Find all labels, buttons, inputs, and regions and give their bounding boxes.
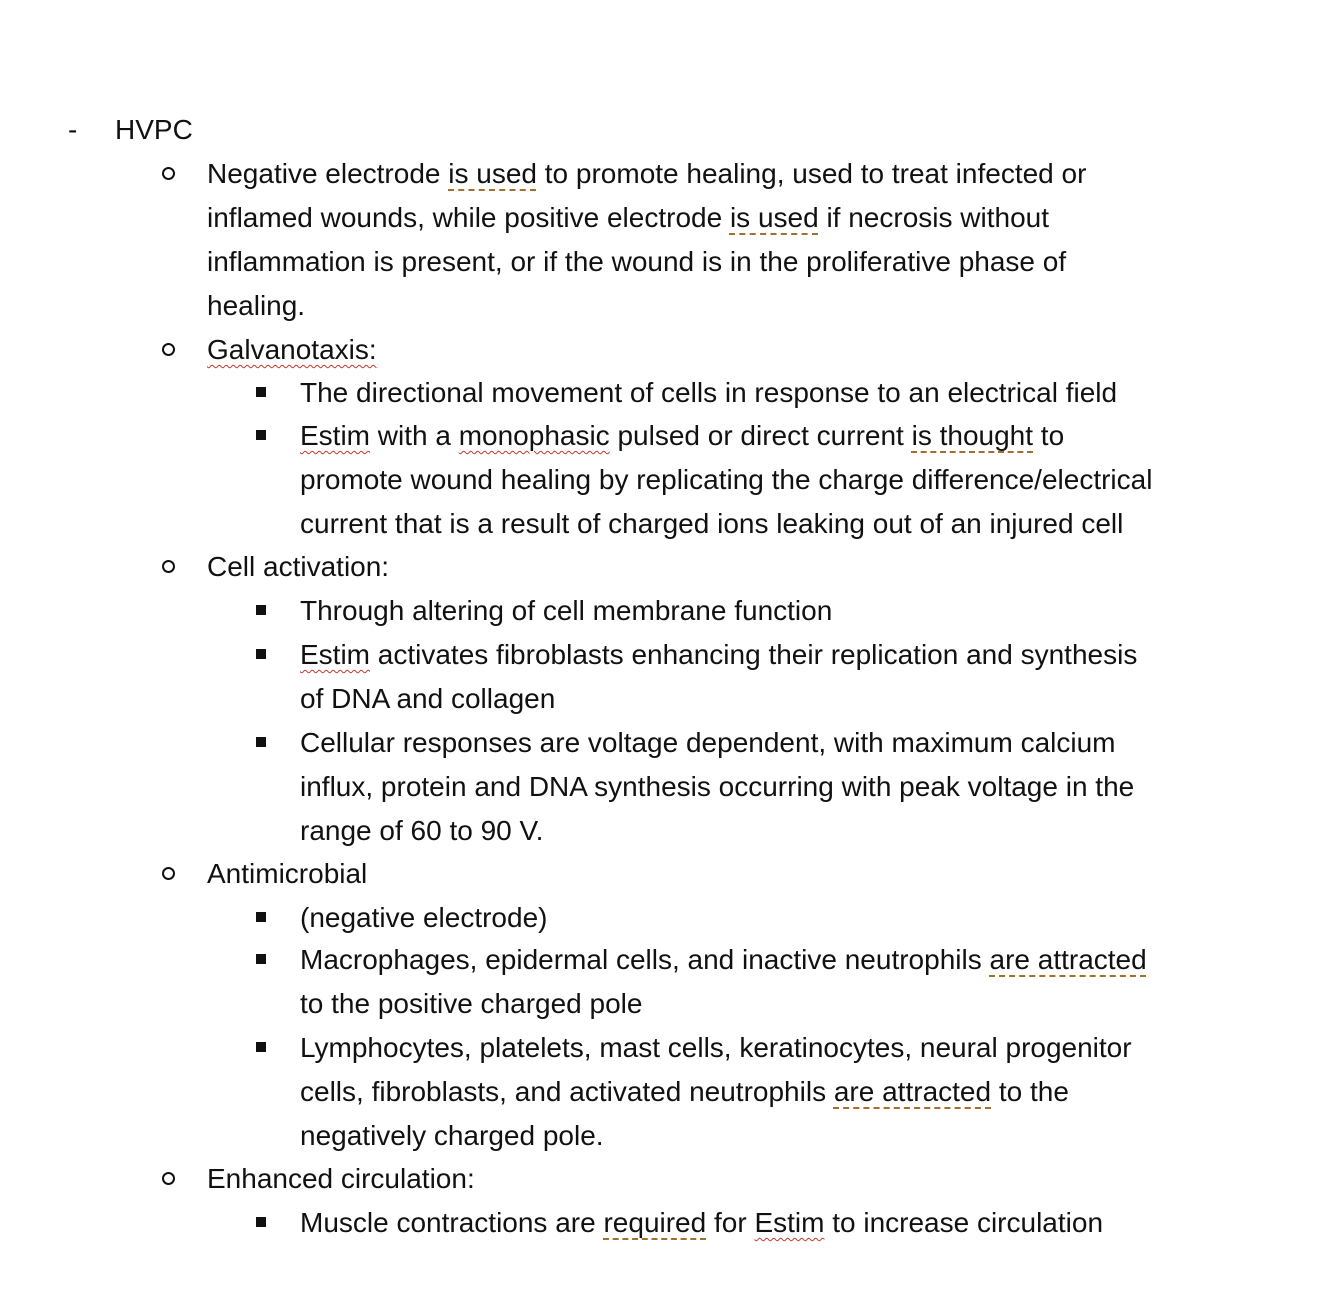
- text-line: negatively charged pole.: [300, 1120, 604, 1151]
- subheading-antimicrobial: Antimicrobial: [207, 858, 368, 889]
- spelling-flag: monophasic: [458, 420, 610, 451]
- text-line: healing.: [207, 290, 306, 321]
- text-line: Macrophages, epidermal cells, and inactive neutrophils are attracted: [300, 944, 1147, 975]
- text-line: to the positive charged pole: [300, 988, 643, 1019]
- subheading-galvanotaxis: [207, 328, 377, 372]
- text-line: The directional movement of cells in response to an electrical field: [300, 377, 1118, 408]
- text-line: of DNA and collagen: [300, 683, 556, 714]
- text-line: inflamed wounds, while positive electrode is used if necrosis without: [207, 202, 1049, 233]
- grammar-flag: required: [603, 1207, 707, 1238]
- grammar-flag: is thought: [911, 420, 1034, 451]
- spelling-flag: Estim: [754, 1207, 825, 1238]
- text-line: range of 60 to 90 V.: [300, 815, 544, 846]
- text-line: Estim with a monophasic pulsed or direct current is thought to: [300, 420, 1065, 451]
- grammar-flag: is used: [448, 158, 537, 189]
- text-line: (negative electrode): [300, 902, 548, 933]
- text-line: Through altering of cell membrane function: [300, 595, 833, 626]
- text-line: cells, fibroblasts, and activated neutrophils are attracted to the: [300, 1076, 1069, 1107]
- dash-bullet: -: [68, 114, 78, 145]
- spelling-flag: Estim: [300, 639, 370, 670]
- grammar-flag: is used: [729, 202, 819, 233]
- text-line: Negative electrode is used to promote healing, used to treat infected or: [207, 158, 1087, 189]
- subheading-enhanced-circulation: Enhanced circulation:: [207, 1163, 475, 1194]
- text-line: Muscle contractions are required for Estim to increase circulation: [300, 1207, 1104, 1238]
- subheading-cell-activation: Cell activation:: [207, 551, 390, 582]
- grammar-flag: are attracted: [833, 1076, 992, 1107]
- section-heading-hvpc: HVPC: [115, 114, 193, 145]
- text-line: inflammation is present, or if the wound is in the proliferative phase of: [207, 246, 1067, 277]
- grammar-flag: are attracted: [989, 944, 1147, 975]
- spelling-flag: Galvanotaxis:: [207, 334, 377, 365]
- text-line: Cellular responses are voltage dependent, with maximum calcium: [300, 727, 1116, 758]
- spelling-flag: Estim: [300, 420, 370, 451]
- text-line: influx, protein and DNA synthesis occurring with peak voltage in the: [300, 771, 1135, 802]
- text-line: promote wound healing by replicating the charge difference/electrical: [300, 464, 1153, 495]
- text-line: current that is a result of charged ions leaking out of an injured cell: [300, 508, 1124, 539]
- text-line: Lymphocytes, platelets, mast cells, keratinocytes, neural progenitor: [300, 1032, 1132, 1063]
- text-line: Estim activates fibroblasts enhancing their replication and synthesis: [300, 639, 1138, 670]
